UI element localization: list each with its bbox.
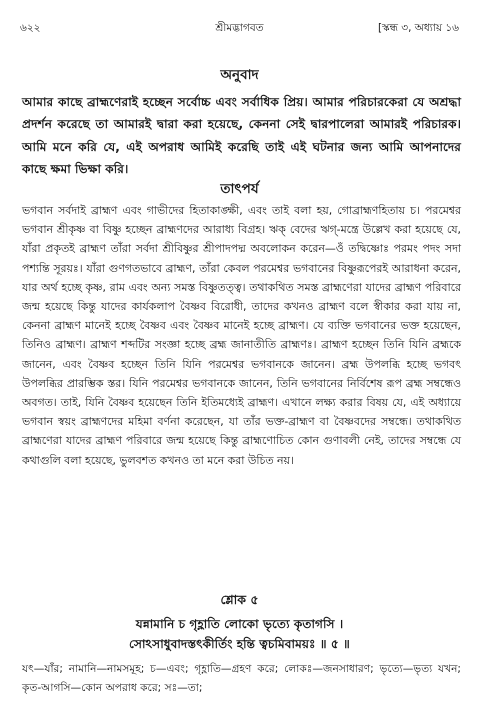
purport-heading: তাৎপর্য	[220, 181, 259, 197]
synonyms-paragraph	[22, 660, 461, 698]
verse-heading: শ্লোক ৫	[220, 592, 259, 607]
purport-paragraph	[22, 201, 461, 470]
chapter-reference: [স্কন্ধ ৩, অধ্যায় ১৬	[377, 22, 459, 34]
verse-block	[20, 614, 459, 654]
translation-paragraph	[22, 91, 461, 180]
verse-line-2: সোঽসাধুবাদস্তৎকীর্তিং হন্তি ত্বচমিবাময়ঃ ॥ ৫ ॥	[129, 637, 350, 651]
page-header	[20, 21, 459, 39]
verse-line-1: যন্নামানি চ গৃহ্ণাতি লোকো ভৃত্যে কৃতাগসি ।	[135, 617, 344, 631]
book-title: শ্রীমদ্ভাগবত	[215, 22, 264, 34]
purport-text: ভগবান সর্বদাই ব্রাহ্মণ এবং গাভীদের হিতাকাঙ্ক্ষী, এবং তাই বলা হয়, গোব্রাহ্মণহিতায় চ। পরমেশ্বর ভগবান শ্রীকৃষ্ণ বা বিষ্ণু হচ্ছেন ব্রাহ্মণদের আরাধ্য বিগ্রহ। ঋক্ বেদের ঋগ্-মন্ত্রে উল্লেখ করা হয়েছে যে, যাঁরা প্রকৃতই ব্রাহ্মণ তাঁরা সর্বদা শ্রীবিষ্ণুর শ্রীপাদপদ্ম অবলোকন করেন—ওঁ তদ্বিষ্ণোঃ পরমং পদং সদা পশ্যন্তি সূরয়ঃ। যাঁরা গুণগতভাবে ব্রাহ্মণ, তাঁরা কেবল পরমেশ্বর ভগবানের বিষ্ণুরূপেরই আরাধনা করেন, যার অর্থ হচ্ছে কৃষ্ণ, রাম এবং অন্য সমস্ত বিষ্ণুতত্ত্ব। তথাকথিত সমস্ত ব্রাহ্মণেরা যাদের ব্রাহ্মণ পরিবারে জন্ম হয়েছে কিন্তু যাদের কার্যকলাপ বৈষ্ণব বিরোধী, তাদের কখনও ব্রাহ্মণ বলে স্বীকার করা যায় না, কেননা ব্রাহ্মণ মানেই হচ্ছে বৈষ্ণব এবং বৈষ্ণব মানেই হচ্ছে ব্রাহ্মণ। যে ব্যক্তি ভগবানের ভক্ত হয়েছেন, তিনিও ব্রাহ্মণ। ব্রাহ্মণ শব্দটির সংজ্ঞা হচ্ছে ব্রহ্ম জানাতীতি ব্রাহ্মণঃ। ব্রাহ্মণ হচ্ছেন তিনি যিনি ব্রহ্মকে জানেন, এবং বৈষ্ণব হচ্ছেন তিনি যিনি পরমেশ্বর ভগবানকে জানেন। ব্রহ্ম উপলব্ধি হচ্ছে ভগবৎ উপলব্ধির প্রারম্ভিক স্তর। যিনি পরমেশ্বর ভগবানকে জানেন, তিনি ভগবানের নির্বিশেষ রূপ ব্রহ্ম সম্বন্ধেও অবগত। তাই, যিনি বৈষ্ণব হয়েছেন তিনি ইতিমধ্যেই ব্রাহ্মণ। এখানে লক্ষ্য করার বিষয় যে, এই অধ্যায়ে ভগবান স্বয়ং ব্রাহ্মণদের মহিমা বর্ণনা করেছেন, যা তাঁর ভক্ত-ব্রাহ্মণ বা বৈষ্ণবদের সম্বন্ধে। তথাকথিত ব্রাহ্মণেরা যাদের ব্রাহ্মণ পরিবারে জন্ম হয়েছে কিন্তু ব্রাহ্মণোচিত কোন গুণাবলী নেই, তাদের সম্বন্ধে যে কথাগুলি বলা হয়েছে, ভুলবশত কখনও তা মনে করা উচিত নয়।	[22, 204, 461, 467]
synonyms-text: যৎ—যাঁর; নামানি—নামসমূহ; চ—এবং; গৃহ্ণাতি—গ্রহণ করে; লোকঃ—জনসাধারণ; ভৃত্যে—ভৃত্য যখন; কৃত-আগসি—কোন অপরাধ করে; সঃ—তা;	[22, 663, 461, 694]
translation-heading: অনুবাদ	[220, 67, 259, 83]
translation-text: আমার কাছে ব্রাহ্মণেরাই হচ্ছেন সর্বোচ্চ এবং সর্বাধিক প্রিয়। আমার পরিচারকেরা যে অশ্রদ্ধা প্রদর্শন করেছে তা আমারই দ্বারা করা হয়েছে, কেননা সেই দ্বারপালেরা আমারই পরিচারক। আমি মনে করি যে, এই অপরাধ আমিই করেছি তাই এই ঘটনার জন্য আমি আপনাদের কাছে ক্ষমা ভিক্ষা করি।	[22, 95, 461, 176]
page-number: ৬২২	[20, 22, 41, 34]
